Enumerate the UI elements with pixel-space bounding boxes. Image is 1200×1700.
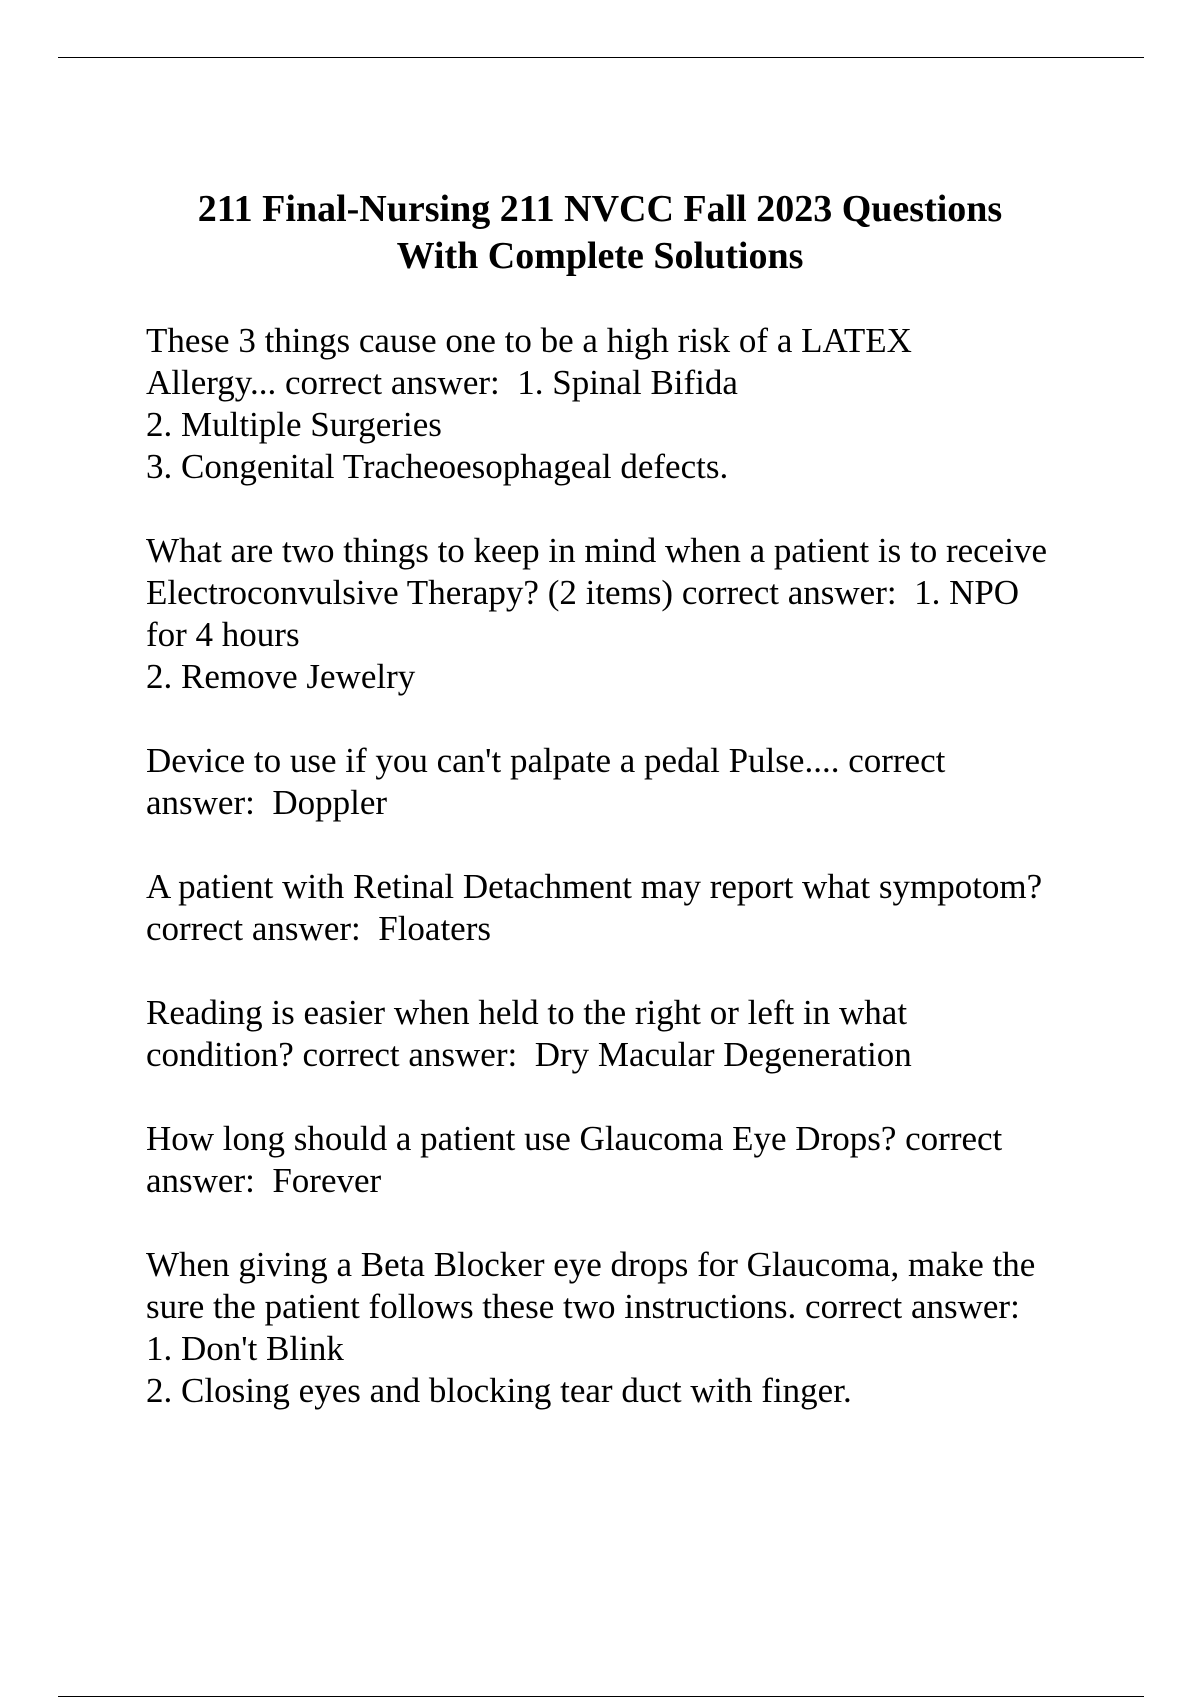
- qa-line: Electroconvulsive Therapy? (2 items) correct answer: 1. NPO: [146, 573, 1020, 612]
- qa-line: condition? correct answer: Dry Macular Degeneration: [146, 1035, 912, 1074]
- qa-line: Device to use if you can't palpate a pedal Pulse.... correct: [146, 741, 946, 780]
- qa-line: How long should a patient use Glaucoma Eye Drops? correct: [146, 1119, 1003, 1158]
- qa-line: sure the patient follows these two instructions. correct answer:: [146, 1287, 1020, 1326]
- qa-entry: [146, 530, 1146, 698]
- qa-line: answer: Doppler: [146, 783, 388, 822]
- qa-entry: [146, 320, 1146, 488]
- qa-entry: [146, 992, 1146, 1076]
- qa-line: When giving a Beta Blocker eye drops for Glaucoma, make the: [146, 1245, 1036, 1284]
- qa-list: [146, 320, 1146, 1454]
- qa-line: 3. Congenital Tracheoesophageal defects.: [146, 447, 729, 486]
- qa-line: correct answer: Floaters: [146, 909, 491, 948]
- qa-line: Allergy... correct answer: 1. Spinal Bifida: [146, 363, 738, 402]
- qa-entry: [146, 740, 1146, 824]
- qa-line: 2. Remove Jewelry: [146, 657, 416, 696]
- qa-line: Reading is easier when held to the right or left in what: [146, 993, 908, 1032]
- qa-line: 2. Multiple Surgeries: [146, 405, 442, 444]
- document-title: [100, 186, 1100, 280]
- qa-line: 1. Don't Blink: [146, 1329, 344, 1368]
- qa-line: for 4 hours: [146, 615, 300, 654]
- qa-line: A patient with Retinal Detachment may report what sympotom?: [146, 867, 1043, 906]
- title-line: With Complete Solutions: [396, 235, 804, 277]
- qa-entry: [146, 866, 1146, 950]
- qa-line: These 3 things cause one to be a high risk of a LATEX: [146, 321, 912, 360]
- qa-entry: [146, 1244, 1146, 1412]
- bottom-divider: [58, 1696, 1144, 1697]
- top-divider: [58, 57, 1144, 58]
- title-line: 211 Final-Nursing 211 NVCC Fall 2023 Questions: [197, 188, 1003, 230]
- qa-line: answer: Forever: [146, 1161, 382, 1200]
- qa-line: 2. Closing eyes and blocking tear duct with finger.: [146, 1371, 852, 1410]
- qa-entry: [146, 1118, 1146, 1202]
- qa-line: What are two things to keep in mind when a patient is to receive: [146, 531, 1047, 570]
